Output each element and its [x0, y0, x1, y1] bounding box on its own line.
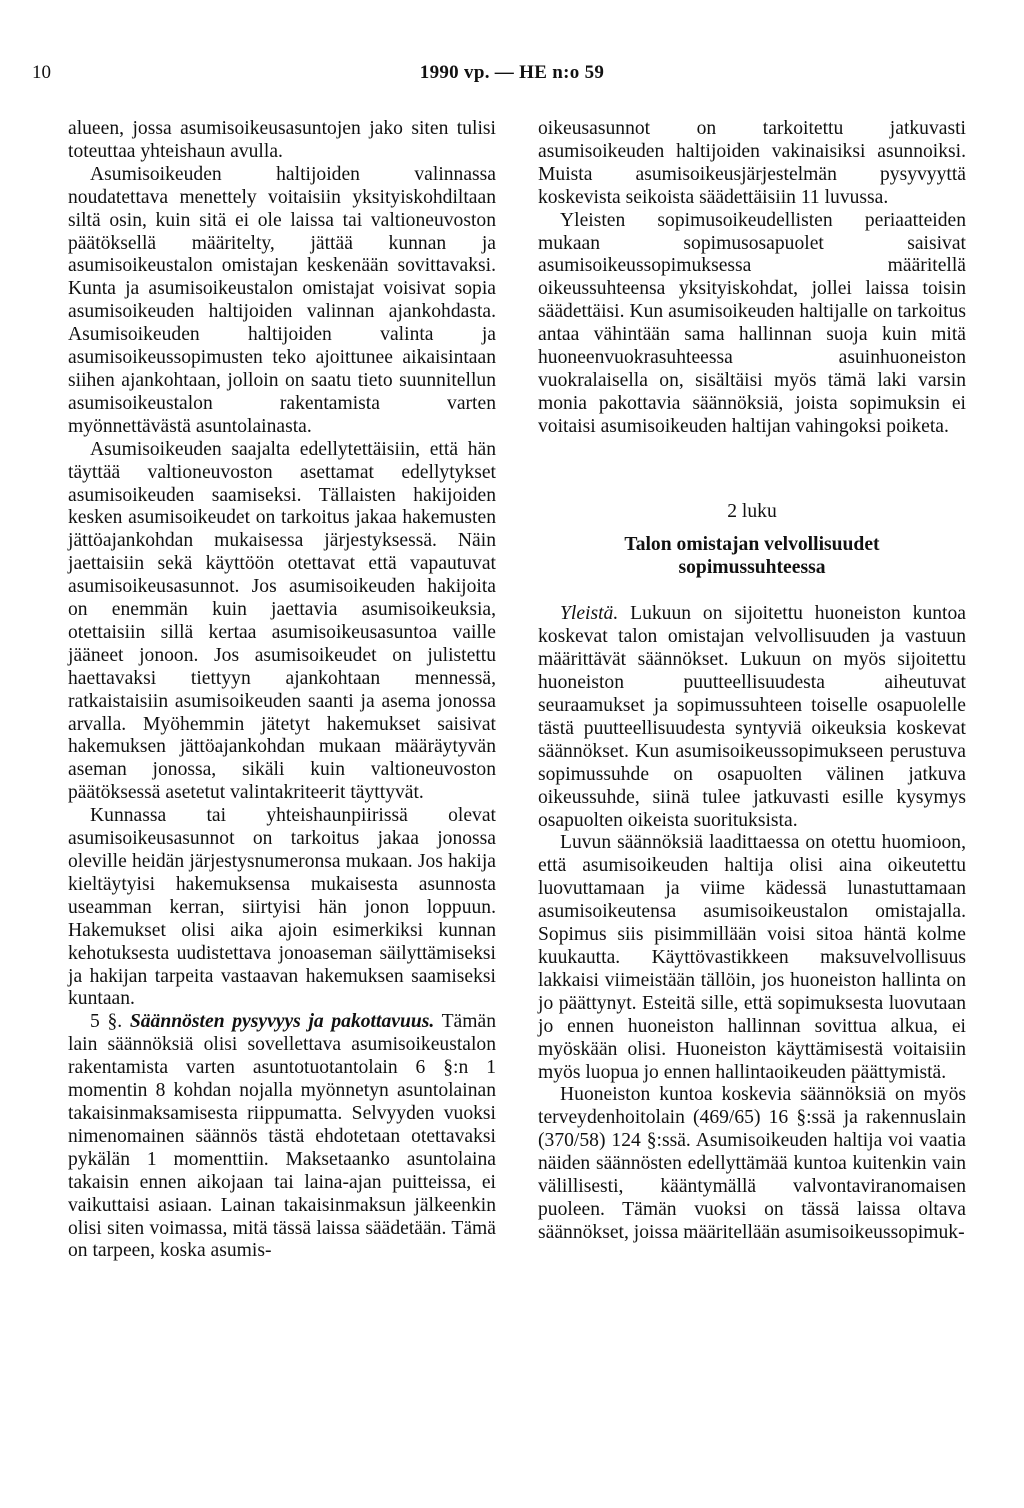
- paragraph-text: Lukuun on sijoitettu huoneiston kuntoa koskevat talon omistajan velvollisuuden ja vastuun määrittävät säännökset. Lukuun on myös sijoitettu huoneiston puutteellisuudesta aiheutuvat seuraamukset ja sopimussuhteen toiselle osapuolelle tästä puutteellisuudesta syntyviä oikeuksia koskevat säännökset. Kun asumisoikeussopimukseen perustuva sopimussuhde on osapuolten välinen jatkuva oikeussuhde, siinä tulee jatkuvasti esille kysymys osapuolten oikeista suorituksista.: [538, 603, 966, 831]
- section-paragraph: [68, 1011, 496, 1263]
- section-title: Säännösten pysyvyys ja pakottavuus.: [129, 1011, 435, 1033]
- section-number: 5 §.: [90, 1011, 123, 1033]
- paragraph: alueen, jossa asumisoikeusasuntojen jako siten tulisi toteuttaa yhteishaun avulla.: [68, 118, 496, 162]
- paragraph: Huoneiston kuntoa koskevia säännöksiä on myös terveydenhoitolain (469/65) 16 §:ssä ja rakennuslain (370/58) 124 §:ssä. Asumisoikeuden haltija voi vaatia näiden säännösten edellyttämää kuntoa kuitenkin vain välillisesti, kääntymällä valvontaviranomaisen puoleen. Tämän vuoksi on tässä laissa oltava säännökset, joissa määritellään asumisoikeussopimuk-: [538, 1084, 966, 1243]
- running-head: 1990 vp. — HE n:o 59: [419, 62, 605, 83]
- section-text: Tämän lain säännöksiä olisi sovellettava asumisoikeustalon rakentamista varten asuntotuotantolain 6 §:n 1 momentin 8 kohdan nojalla myönnetyn asuntolainan takaisinmaksamisesta riippumatta. Selvyyden vuoksi nimenomainen säännös tästä ehdotetaan otettavaksi pykälän 1 momenttiin. Maksetaanko asuntolaina takaisin ennen aikojaan tai laina-ajan puitteissa, ei vaikuttaisi asiaan. Lainan takaisinmaksun jälkeenkin olisi siten voimassa, mitä tässä laissa säädetään. Tämä on tarpeen, koska asumis-: [68, 1011, 496, 1262]
- page-header: [32, 62, 992, 92]
- paragraph: Luvun säännöksiä laadittaessa on otettu huomioon, että asumisoikeuden haltija olisi aina oikeutettu luovuttamaan ja viime kädessä lunastuttamaan asumisoikeutensa asumisoikeustalon omistajalla. Sopimus siis pisimmillään voisi sitoa häntä kolme kuukautta. Käyttövastikkeen maksuvelvollisuus lakkaisi viimeistään tällöin, jos huoneiston hallinta on jo päättynyt. Esteitä sille, että sopimuksesta luovutaan jo ennen huoneiston hallinnan sovittua alkua, ei myöskään olisi. Huoneiston käyttämisestä voitaisiin myös luopua jo ennen hallintaoikeuden päättymistä.: [538, 832, 966, 1083]
- chapter-number: 2 luku: [727, 500, 777, 522]
- chapter-title: Talon omistajan velvollisuudet sopimussuhteessa: [624, 533, 880, 578]
- left-column: [68, 118, 496, 1263]
- paragraph: Asumisoikeuden saajalta edellytettäisiin, että hän täyttää valtioneuvoston asettamat edellytykset asumisoikeuden saamiseksi. Tällaisten hakijoiden kesken asumisoikeudet on tarkoitus jakaa hakemusten jättöajankohdan mukaisessa järjestyksessä. Näin jaettaisiin sekä käyttöön otettavat että vapautuvat asumisoikeusasunnot. Jos asumisoikeuden hakijoita on enemmän kuin jaettavia asumisoikeuksia, otettaisiin sillä kertaa asumisoikeusasuntoa vaille jääneet jonoon. Jos asumisoikeudet on julistettu haettavaksi tiettyyn ajankohtaan mennessä, ratkaistaisiin asumisoikeuden saanti ja asema jonossa arvalla. Myöhemmin jätetyt hakemukset saisivat hakemuksen jättöajankohdan mukaan määräytyvän aseman jonossa, sikäli kuin valtioneuvoston päätöksessä asetetut valintakriteerit täyttyvät.: [68, 438, 496, 804]
- chapter-heading: [538, 501, 966, 580]
- paragraph: oikeusasunnot on tarkoitettu jatkuvasti asumisoikeuden haltijoiden vakinaisiksi asunnoiksi. Muista asumisoikeusjärjestelmän pysyvyyttä koskevista seikoista säädettäisiin 11 luvussa.: [538, 118, 966, 208]
- paragraph-lead: Yleistä.: [560, 603, 619, 625]
- paragraph: Kunnassa tai yhteishaunpiirissä olevat asumisoikeusasunnot on tarkoitus jakaa jonossa oleville heidän järjestysnumeronsa mukaan. Jos hakija kieltäytyisi hakemuksensa mukaisesta asunnosta useamman kerran, siirtyisi hän jonon loppuun. Hakemukset olisi aika ajoin esimerkiksi kunnan kehotuksesta uudistettava jonoaseman säilyttämiseksi ja hakijan tarpeita vastaavan hakemuksen saamiseksi kuntaan.: [68, 805, 496, 1010]
- paragraph: Asumisoikeuden haltijoiden valinnassa noudatettava menettely voitaisiin yksityiskohdiltaan siltä osin, kuin sitä ei ole laissa tai valtioneuvoston päätöksellä määritelty, jättää kunnan ja asumisoikeustalon omistajan keskenään sovittavaksi. Kunta ja asumisoikeustalon omistajat voisivat sopia asumisoikeuden haltijoiden valinnan ajankohdasta. Asumisoikeuden haltijoiden valinta ja asumisoikeussopimusten teko ajoittunee aikaisintaan siihen ajankohtaan, jolloin on saatu tieto suunnitellun asumisoikeustalon rakentamista varten myönnettävästä asuntolainasta.: [68, 163, 496, 437]
- paragraph: [538, 603, 966, 832]
- page-number: 10: [32, 62, 51, 83]
- right-column: [538, 118, 966, 1245]
- paragraph: Yleisten sopimusoikeudellisten periaatteiden mukaan sopimusosapuolet saisivat asumisoikeussopimuksessa määritellä oikeussuhteensa yksityiskohdat, jollei laissa toisin säädettäisi. Kun asumisoikeuden haltijalle on tarkoitus antaa vähintään sama hallinnan suoja kuin mitä huoneenvuokrasuhteessa asuinhuoneiston vuokralaisella on, sisältäisi myös tämä laki varsin monia pakottavia säännöksiä, joista sopimuksin ei voitaisi asumisoikeuden haltijan vahingoksi poiketa.: [538, 209, 966, 437]
